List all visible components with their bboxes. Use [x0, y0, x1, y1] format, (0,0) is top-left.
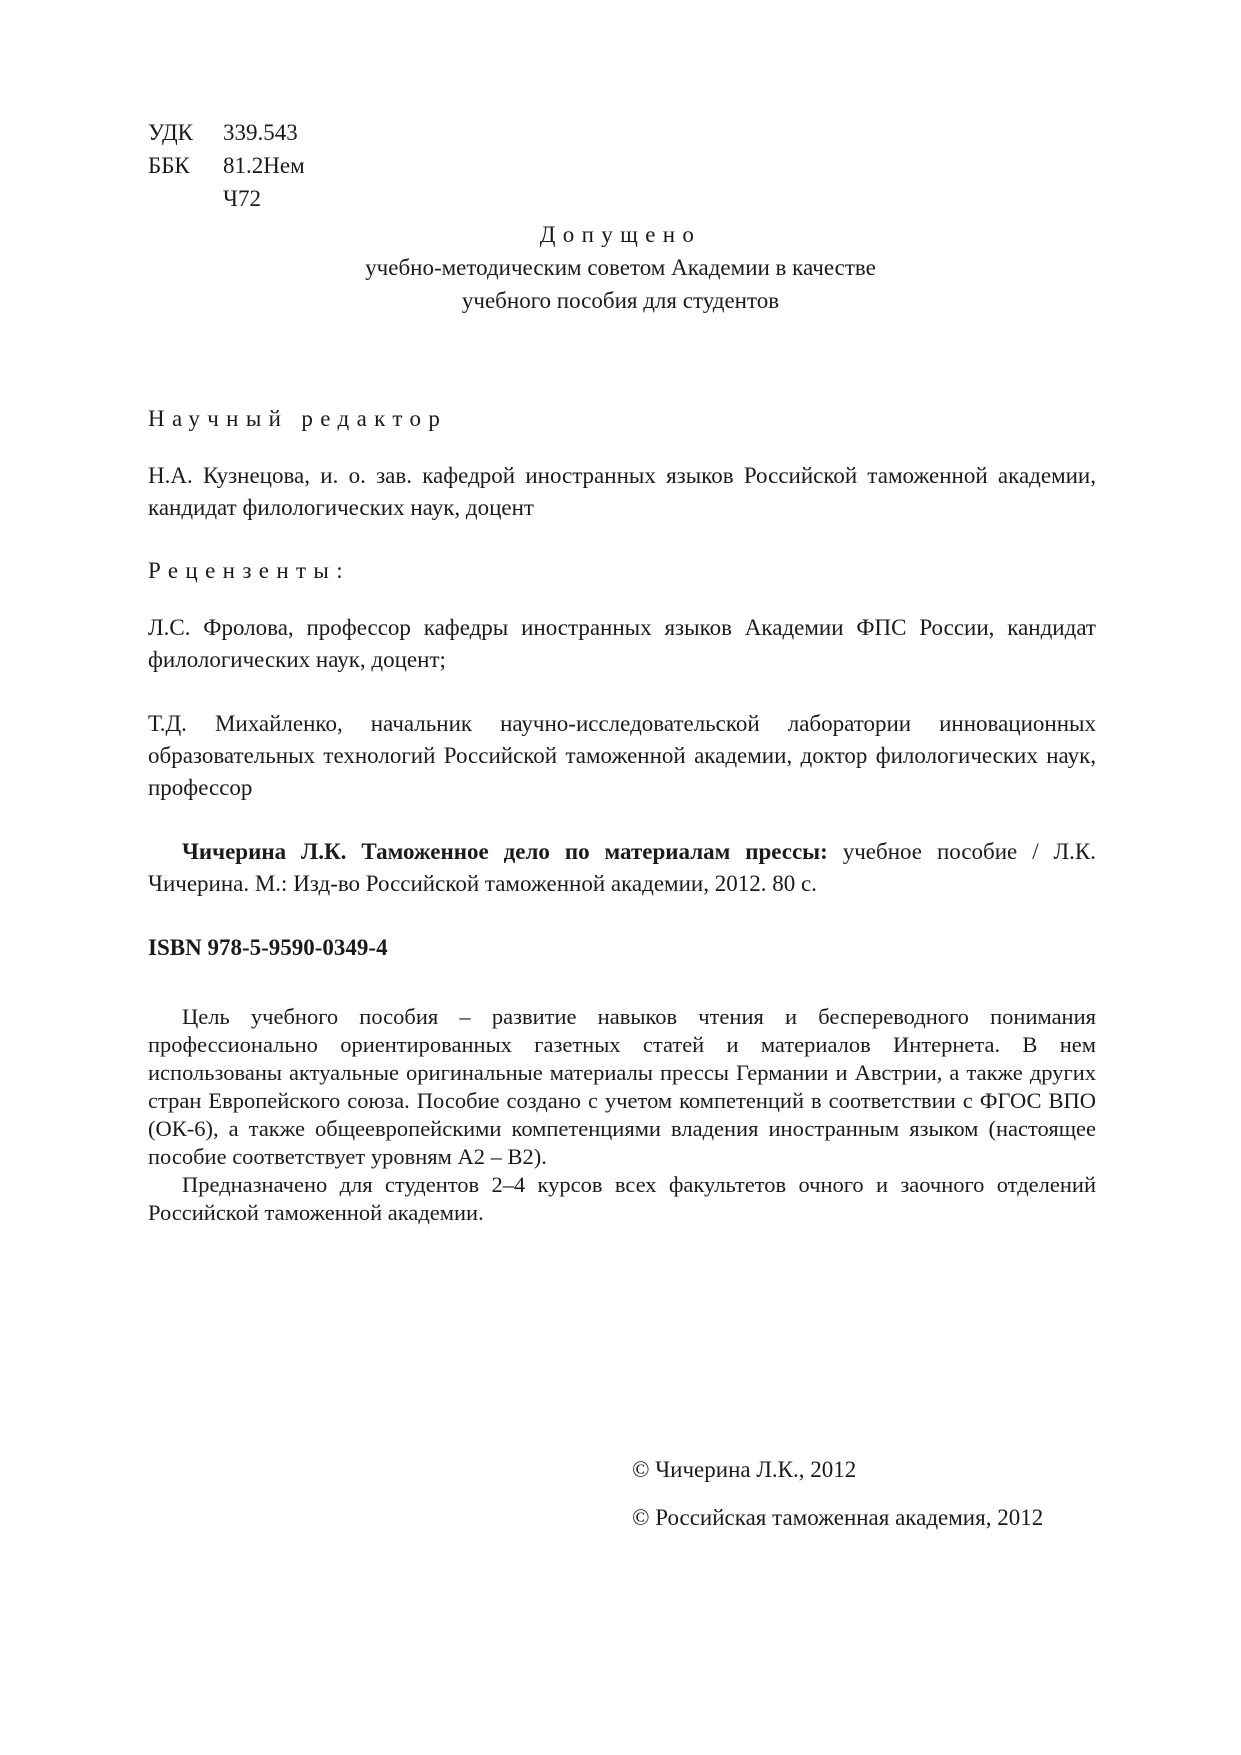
bibliographic-citation	[148, 836, 1096, 900]
editor-heading-section	[148, 404, 1096, 433]
editor-heading: Научный редактор	[148, 406, 448, 431]
editor-text: Н.А. Кузнецова, и. о. зав. кафедрой иностранных языков Российской таможенной академии, кандидат филологических наук, доцент	[148, 463, 1096, 520]
reviewers-heading-section	[148, 556, 1096, 585]
citation-author-title: Чичерина Л.К. Таможенное дело по материалам прессы:	[182, 839, 828, 864]
udk-label: УДК	[148, 120, 193, 145]
reviewer-2-text: Т.Д. Михайленко, начальник научно-исследовательской лаборатории инновационных образовательных технологий Российской таможенной академии, доктор филологических наук, профессор	[148, 711, 1096, 800]
isbn-section	[148, 932, 1096, 964]
citation-details: учебное пособие / Л.К. Чичерина. М.: Изд-во Российской таможенной академии, 2012. 80 с.	[148, 839, 1096, 896]
approval-title: Допущено	[539, 222, 702, 247]
reviewer-1-text: Л.С. Фролова, профессор кафедры иностранных языков Академии ФПС России, кандидат филологических наук, доцент;	[148, 615, 1096, 672]
citation-section	[148, 836, 1096, 900]
isbn: ISBN 978-5-9590-0349-4	[148, 935, 388, 960]
editor-section	[148, 460, 1096, 524]
copyright-author: © Чичерина Л.К., 2012	[632, 1457, 857, 1482]
bbk-label: ББК	[148, 153, 190, 178]
reviewer-2-section	[148, 708, 1096, 804]
udk-value: 339.543	[223, 120, 298, 145]
udk-row	[148, 116, 305, 149]
copyright-academy: © Российская таможенная академия, 2012	[632, 1505, 1044, 1530]
bbk-row	[148, 149, 305, 182]
author-mark-row	[148, 182, 305, 215]
reviewer-1-section	[148, 612, 1096, 676]
approval-line-1: учебно-методическим советом Академии в качестве	[365, 255, 876, 280]
approval-block	[0, 218, 1241, 317]
reviewers-heading: Рецензенты:	[148, 558, 350, 583]
classification-codes	[148, 116, 305, 215]
abstract-section	[148, 1003, 1096, 1227]
abstract-paragraph-1: Цель учебного пособия – развитие навыков чтения и беспереводного понимания профессионально ориентированных газетных статей и материалов Интернета. В нем использованы актуальные оригинальные материалы прессы Германии и Австрии, а также других стран Европейского союза. Пособие создано с учетом компетенций в соответствии с ФГОС ВПО (ОК-6), а также общеевропейскими компетенциями владения иностранным языком (настоящее пособие соответствует уровням А2 – В2).	[148, 1004, 1096, 1169]
bbk-value: 81.2Нем	[223, 153, 305, 178]
author-mark: Ч72	[223, 186, 261, 211]
abstract-paragraph-2: Предназначено для студентов 2–4 курсов всех факультетов очного и заочного отделений Российской таможенной академии.	[148, 1172, 1096, 1225]
approval-line-2: учебного пособия для студентов	[461, 288, 780, 313]
